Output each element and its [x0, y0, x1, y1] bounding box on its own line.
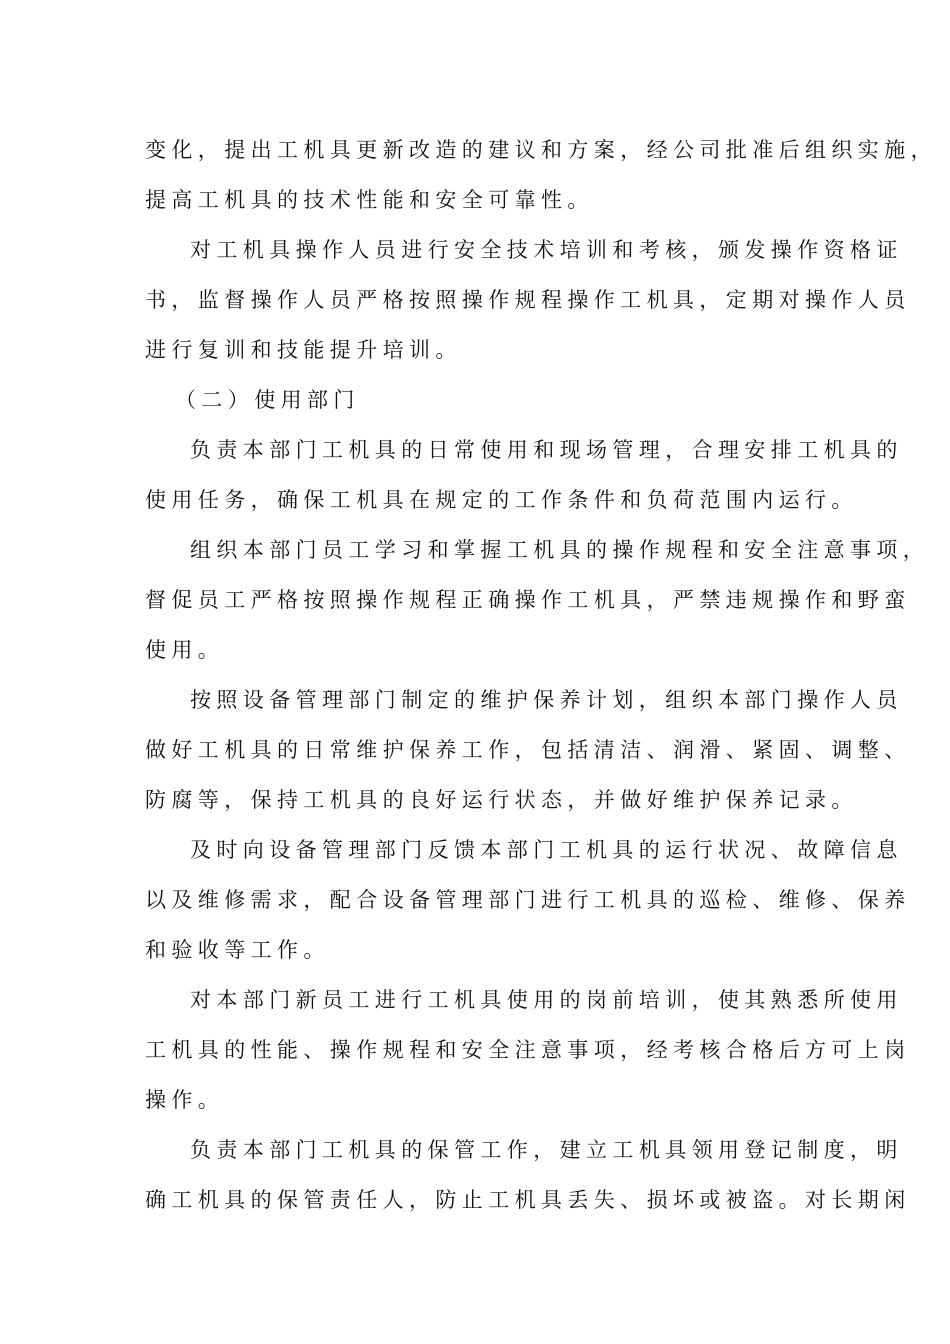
- paragraph-first-line: 负责本部门工机具的保管工作，建立工机具领用登记制度，明: [190, 1138, 903, 1162]
- text-line: 书，监督操作人员严格按照操作规程操作工机具，定期对操作人员: [145, 288, 911, 312]
- text-line: 变化，提出工机具更新改造的建议和方案，经公司批准后组织实施，: [145, 138, 937, 162]
- text-line: 操作。: [145, 1088, 225, 1112]
- paragraph-first-line: 负责本部门工机具的日常使用和现场管理，合理安排工机具的: [190, 438, 903, 462]
- text-line: 工机具的性能、操作规程和安全注意事项，经考核合格后方可上岗: [145, 1038, 911, 1062]
- text-line: 防腐等，保持工机具的良好运行状态，并做好维护保养记录。: [145, 788, 858, 812]
- text-line: 做好工机具的日常维护保养工作，包括清洁、润滑、紧固、调整、: [145, 738, 911, 762]
- text-line: 和验收等工作。: [145, 938, 330, 962]
- text-line: 进行复训和技能提升培训。: [145, 338, 462, 362]
- paragraph-first-line: 对本部门新员工进行工机具使用的岗前培训，使其熟悉所使用: [190, 988, 903, 1012]
- paragraph-first-line: 组织本部门员工学习和掌握工机具的操作规程和安全注意事项，: [190, 538, 930, 562]
- text-line: 以及维修需求，配合设备管理部门进行工机具的巡检、维修、保养: [145, 888, 911, 912]
- text-line: 督促员工严格按照操作规程正确操作工机具，严禁违规操作和野蛮: [145, 588, 911, 612]
- text-line: 提高工机具的技术性能和安全可靠性。: [145, 188, 594, 212]
- paragraph-first-line: 及时向设备管理部门反馈本部门工机具的运行状况、故障信息: [190, 838, 903, 862]
- section-heading: （二）使用部门: [175, 388, 360, 412]
- text-line: 使用。: [145, 638, 225, 662]
- paragraph-first-line: 按照设备管理部门制定的维护保养计划，组织本部门操作人员: [190, 688, 903, 712]
- text-line: 使用任务，确保工机具在规定的工作条件和负荷范围内运行。: [145, 488, 858, 512]
- text-line: 确工机具的保管责任人，防止工机具丢失、损坏或被盗。对长期闲: [145, 1188, 911, 1212]
- paragraph-first-line: 对工机具操作人员进行安全技术培训和考核，颁发操作资格证: [190, 238, 903, 262]
